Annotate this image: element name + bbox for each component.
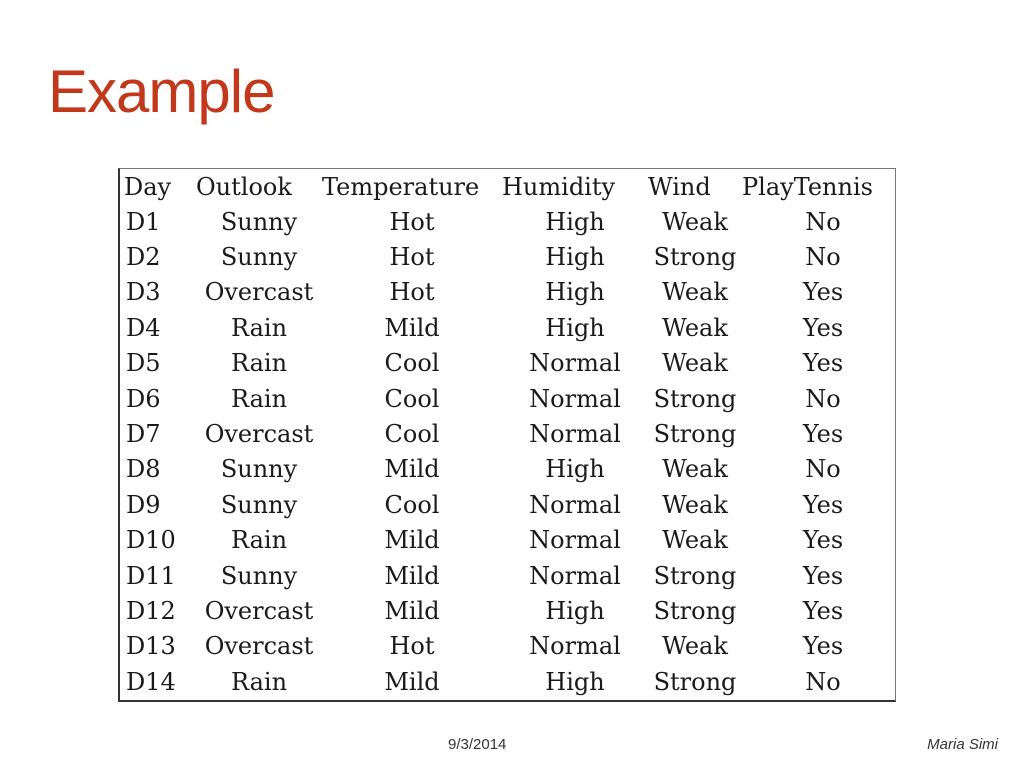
cell-day: D7 — [126, 420, 161, 449]
cell-humidity: Normal — [529, 632, 621, 661]
cell-playtennis: Yes — [802, 420, 844, 449]
cell-outlook: Sunny — [220, 243, 298, 272]
cell-humidity: High — [545, 313, 605, 342]
cell-wind: Strong — [653, 596, 737, 625]
table-row — [124, 664, 896, 699]
cell-temperature: Cool — [384, 349, 440, 378]
table-row — [124, 416, 896, 451]
cell-day: D9 — [126, 490, 161, 519]
cell-humidity: Normal — [529, 490, 621, 519]
table-row — [124, 381, 896, 416]
cell-humidity: High — [545, 667, 605, 696]
cell-playtennis: Yes — [802, 349, 844, 378]
cell-day: D5 — [126, 349, 161, 378]
cell-temperature: Mild — [384, 596, 440, 625]
cell-outlook: Rain — [230, 313, 288, 342]
cell-humidity: High — [545, 278, 605, 307]
cell-temperature: Cool — [384, 490, 440, 519]
cell-playtennis: Yes — [802, 632, 844, 661]
cell-humidity: High — [545, 455, 605, 484]
table-row — [124, 310, 896, 345]
table-row — [124, 523, 896, 558]
cell-day: D10 — [126, 526, 176, 555]
cell-day: D2 — [126, 243, 161, 272]
cell-playtennis: Yes — [802, 490, 844, 519]
cell-temperature: Cool — [384, 384, 440, 413]
cell-playtennis: Yes — [802, 278, 844, 307]
cell-wind: Strong — [653, 561, 737, 590]
table-row — [124, 346, 896, 381]
cell-playtennis: Yes — [802, 561, 844, 590]
cell-wind: Weak — [662, 526, 728, 555]
cell-temperature: Cool — [384, 420, 440, 449]
cell-humidity: Normal — [529, 561, 621, 590]
table-row — [124, 239, 896, 274]
cell-day: D6 — [126, 384, 161, 413]
table-row — [124, 629, 896, 664]
cell-day: D4 — [126, 313, 161, 342]
cell-temperature: Hot — [389, 243, 435, 272]
cell-day: D3 — [126, 278, 161, 307]
cell-playtennis: Yes — [802, 313, 844, 342]
cell-day: D14 — [126, 667, 176, 696]
cell-wind: Weak — [662, 632, 728, 661]
cell-day: D13 — [126, 632, 176, 661]
table-row — [124, 487, 896, 522]
header-playtennis: PlayTennis — [742, 173, 873, 201]
cell-outlook: Rain — [230, 526, 288, 555]
cell-temperature: Mild — [384, 561, 440, 590]
table-row — [124, 593, 896, 628]
footer-date: 9/3/2014 — [448, 736, 507, 753]
cell-wind: Strong — [653, 420, 737, 449]
cell-humidity: Normal — [529, 526, 621, 555]
cell-humidity: Normal — [529, 384, 621, 413]
cell-outlook: Overcast — [204, 420, 314, 449]
cell-day: D1 — [126, 207, 161, 236]
cell-outlook: Overcast — [204, 632, 314, 661]
cell-day: D12 — [126, 596, 176, 625]
cell-humidity: Normal — [529, 420, 621, 449]
cell-temperature: Hot — [389, 207, 435, 236]
cell-outlook: Rain — [230, 349, 288, 378]
table-header-row — [124, 170, 896, 204]
cell-outlook: Sunny — [220, 207, 298, 236]
cell-outlook: Overcast — [204, 596, 314, 625]
cell-wind: Weak — [662, 490, 728, 519]
table-row — [124, 204, 896, 239]
cell-humidity: High — [545, 596, 605, 625]
table-row — [124, 275, 896, 310]
cell-playtennis: Yes — [802, 596, 844, 625]
cell-wind: Weak — [662, 207, 728, 236]
data-table-frame — [118, 168, 896, 702]
cell-playtennis: No — [805, 384, 841, 413]
cell-wind: Strong — [653, 384, 737, 413]
cell-temperature: Mild — [384, 526, 440, 555]
table-row — [124, 558, 896, 593]
cell-playtennis: No — [805, 667, 841, 696]
cell-outlook: Overcast — [204, 278, 314, 307]
footer-author: Maria Simi — [927, 736, 998, 753]
cell-playtennis: No — [805, 207, 841, 236]
header-outlook: Outlook — [196, 173, 292, 201]
table-body — [124, 204, 896, 699]
header-wind: Wind — [648, 173, 711, 201]
cell-wind: Weak — [662, 455, 728, 484]
play-tennis-table — [124, 170, 896, 699]
cell-wind: Strong — [653, 667, 737, 696]
cell-temperature: Mild — [384, 455, 440, 484]
cell-outlook: Sunny — [220, 561, 298, 590]
cell-wind: Weak — [662, 349, 728, 378]
cell-wind: Strong — [653, 243, 737, 272]
cell-playtennis: No — [805, 243, 841, 272]
cell-temperature: Mild — [384, 667, 440, 696]
header-temperature: Temperature — [322, 173, 480, 201]
cell-playtennis: Yes — [802, 526, 844, 555]
cell-playtennis: No — [805, 455, 841, 484]
cell-day: D11 — [126, 561, 176, 590]
cell-humidity: Normal — [529, 349, 621, 378]
cell-wind: Weak — [662, 313, 728, 342]
cell-humidity: High — [545, 207, 605, 236]
header-day: Day — [124, 173, 172, 201]
cell-outlook: Rain — [230, 667, 288, 696]
cell-outlook: Rain — [230, 384, 288, 413]
table-row — [124, 452, 896, 487]
cell-day: D8 — [126, 455, 161, 484]
cell-temperature: Mild — [384, 313, 440, 342]
cell-temperature: Hot — [389, 632, 435, 661]
cell-temperature: Hot — [389, 278, 435, 307]
header-humidity: Humidity — [502, 173, 616, 201]
cell-wind: Weak — [662, 278, 728, 307]
slide-title: Example — [48, 58, 275, 125]
cell-outlook: Sunny — [220, 455, 298, 484]
cell-outlook: Sunny — [220, 490, 298, 519]
cell-humidity: High — [545, 243, 605, 272]
